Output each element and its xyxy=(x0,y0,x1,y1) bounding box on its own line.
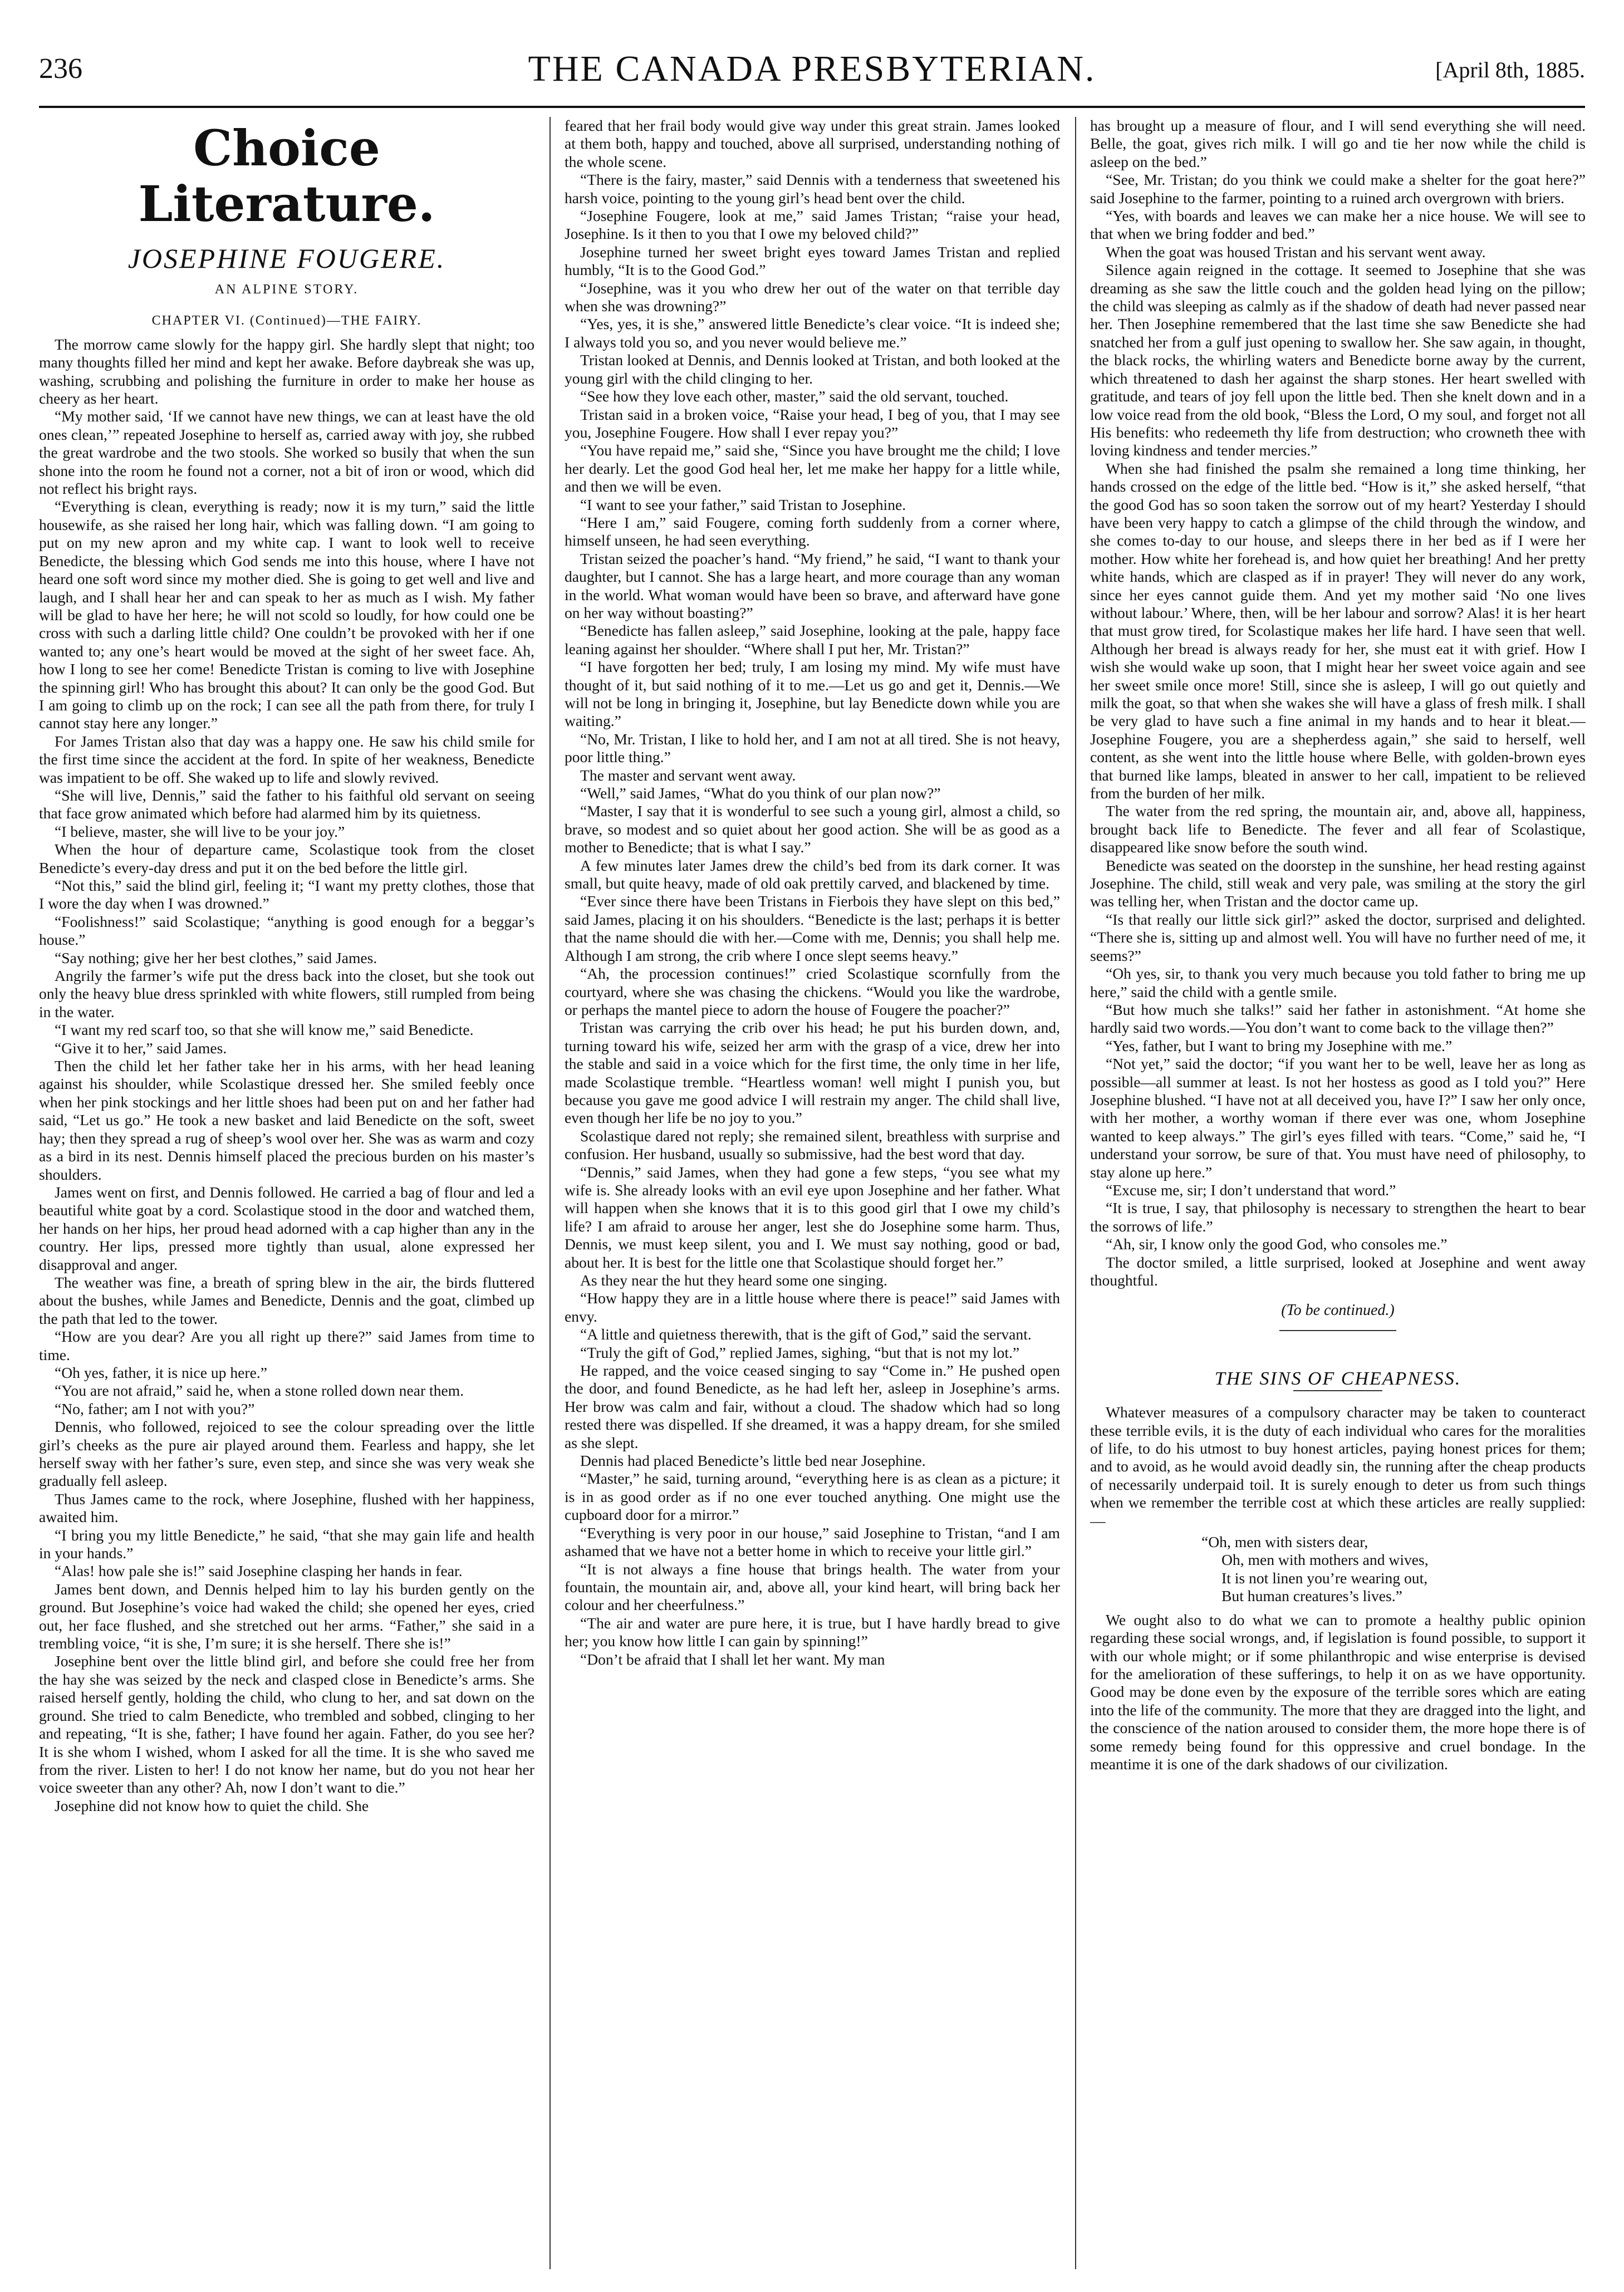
page-header xyxy=(39,48,1585,109)
paragraph: “Ah, the procession continues!” cried Scolastique scornfully from the courtyard, where she was chasing the chickens. “Would you like the wardrobe, or perhaps the mantel piece to adorn the house of Fougere the poacher?” xyxy=(565,965,1060,1018)
paragraph: “You have repaid me,” said she, “Since you have brought me the child; I love her dearly. Let the good God heal her, let me make her happy for a little while, and then we will be even. xyxy=(565,441,1060,495)
paragraph: “Give it to her,” said James. xyxy=(55,1039,227,1057)
paragraph: “How are you dear? Are you all right up there?” said James from time to time. xyxy=(39,1328,534,1363)
paragraph: “No, Mr. Tristan, I like to hold her, and I am not at all tired. She is not heavy, poor little thing.” xyxy=(565,730,1060,766)
paragraph: “Is that really our little sick girl?” asked the doctor, surprised and delighted. “There she is, sitting up and almost well. You will have no further need of me, it seems?” xyxy=(1090,910,1586,964)
paragraph: When the hour of departure came, Scolastique took from the closet Benedicte’s every-day dress and put it on the bed before the little girl. xyxy=(39,841,534,876)
paragraph: “You are not afraid,” said he, when a stone rolled down near them. xyxy=(55,1382,464,1400)
column-divider xyxy=(1075,117,1076,2269)
column-1-text xyxy=(39,336,534,1815)
paragraph: “No, father; am I not with you?” xyxy=(55,1400,255,1417)
paragraph: “Everything is clean, everything is ready; now it is my turn,” said the little housewife, as she raised her long hair, which was falling down. “I am going to put on my new apron and my white cap. I want to look well to receive Benedicte, the blessing which God sends me into this house, where I have not heard one soft word since my mother died. She is going to get well and live and laugh, and I shall hear her and can speak to her as much as I wish. My father will be glad to have her here; he will not scold so loudly, for how could one be cross with such a darling little child? One couldn’t be provoked with her if one wanted to; any one’s heart would be moved at the sight of her sweet face. Ah, how I long to see her come! Benedicte Tristan is coming to live with Josephine the spinning girl! Who has brought this about? It can only be the good God. But I am going to climb up on the rock; I can see all the path from there, for truly I cannot stay here any longer.” xyxy=(39,498,534,732)
paragraph: For James Tristan also that day was a happy one. He saw his child smile for the first time since the accident at the ford. In spite of her weakness, Benedicte was impatient to be off. She waked up to life and slowly revived. xyxy=(39,732,534,786)
poem-line: It is not linen you’re wearing out, xyxy=(1221,1569,1428,1587)
section-heading: Choice Literature. xyxy=(138,119,435,233)
column-2 xyxy=(565,117,1060,2269)
paragraph: “Foolishness!” said Scolastique; “anything is good enough for a beggar’s house.” xyxy=(39,912,534,949)
issue-date: [April 8th, 1885. xyxy=(1435,57,1585,82)
paragraph: Tristan seized the poacher’s hand. “My friend,” he said, “I want to thank your daughter, but I cannot. She has a large heart, and more courage than any woman in the world. What woman would have been so brave, and afterward have gone on her way without boasting?” xyxy=(565,549,1060,621)
paragraph: “I believe, master, she will live to be your joy.” xyxy=(55,822,345,840)
paragraph: Then the child let her father take her in his arms, with her head leaning against his shoulder, while Scolastique dressed her. She smiled feebly once when her pink stockings and her little shoes had been put on and her father had said, “Let us go.” He took a new basket and laid Benedicte on the soft, sweet hay; then they spread a rug of sheep’s wool over her. She was as warm and cozy as a bird in its nest. Dennis himself placed the precious burden on his master’s shoulders. xyxy=(39,1057,534,1183)
paragraph: When she had finished the psalm she remained a long time thinking, her hands crossed on the edge of the little bed. “How is it,” she asked herself, “that the good God has so soon taken the sorrow out of my heart? Yesterday I should have been very happy to catch a glimpse of the child through the window, and she comes to-day to our house, and sleeps there in her bed as if I were her mother. How white her forehead is, and how quiet her breathing! And her pretty white hands, which are clasped as if in prayer! They will never do any work, since her eyes cannot guide them. And yet my mother said ‘No one lives without labour.’ Where, then, will be her labour and sorrow? Alas! it is her heart that must grow tired, for Scolastique makes her life hard. I have seen that well. Although her bread is always ready for her, she must eat it with grief. How I wish she would wake up soon, that I might hear her sweet voice again and see her sweet smile once more! Still, since she is asleep, I will go out quietly and milk the goat, so that when she wakes she will have a glass of fresh milk. I shall be very glad to have such a fine animal in my hands and to hear it bleat.—Josephine Fougere, you are a shepherdess again,” she said to herself, well content, as she went into the little house where Belle, with golden-brown eyes that burned like lamps, bleated in answer to her call, impatient to be relieved from the burden of her milk. xyxy=(1090,459,1586,802)
paragraph: “Ever since there have been Tristans in Fierbois they have slept on this bed,” said James, placing it on his shoulders. “Benedicte is the last; perhaps it is better that the name should die with her.—Come with me, Dennis; you shall help me. Although I am strong, the crib where I once slept seems heavy.” xyxy=(565,892,1060,964)
article-paragraph: We ought also to do what we can to promote a healthy public opinion regarding these social wrongs, and, if legislation is found possible, to support it with our whole might; or if some philanthropic and wise enterprise is devised for the amelioration of these sufferings, to help it on as we have opportunity. Good may be done even by the exposure of the terrible sores which are eating into the life of the community. The more that they are dragged into the light, and the conscience of the nation aroused to consider them, the more hope there is of some remedy being found for this oppressive and cruel bondage. In the meantime it is one of the dark shadows of our civilization. xyxy=(1090,1611,1586,1773)
article-paragraph: Whatever measures of a compulsory character may be taken to counteract these terrible evils, it is the duty of each individual who cares for the moralities of life, to do his utmost to buy honest articles, paying honest prices for them; and to avoid, as he would avoid deadly sin, the running after the cheap products of necessarily underpaid toil. It is surely enough to deter us from such things when we remember the terrible cost at which these articles are really supplied:— xyxy=(1090,1403,1586,1529)
page-number: 236 xyxy=(39,53,82,85)
paragraph: “She will live, Dennis,” said the father to his faithful old servant on seeing that face grow animated which before had alarmed him by its quietness. xyxy=(39,786,534,822)
paragraph: Tristan was carrying the crib over his head; he put his burden down, and, turning toward his wife, seized her arm with the grasp of a vice, drew her into the stable and said in a voice which for the first time, the only time in her life, made Scolastique tremble. “Heartless woman! well might I punish you, but because you gave me good advice I will restrain my anger. The child shall live, even though her life be no joy to you.” xyxy=(565,1019,1060,1127)
paragraph: “Ah, sir, I know only the good God, who consoles me.” xyxy=(1106,1235,1448,1253)
paragraph: “Yes, with boards and leaves we can make her a nice house. We will see to that when we bring fodder and bed.” xyxy=(1090,207,1586,243)
paragraph: “See, Mr. Tristan; do you think we could make a shelter for the goat here?” said Josephine to the farmer, pointing to a ruined arch overgrown with briers. xyxy=(1090,171,1586,207)
paragraph: “I have forgotten her bed; truly, I am losing my mind. My wife must have thought of it, but said nothing of it to me.—Let us go and get it, Dennis.—We will not be long in bringing it, Josephine, but lay Benedicte down while you are waiting.” xyxy=(565,658,1060,730)
paragraph: “Well,” said James, “What do you think of our plan now?” xyxy=(580,784,941,802)
paragraph: “Alas! how pale she is!” said Josephine clasping her hands in fear. xyxy=(55,1562,463,1580)
paragraph: “I want my red scarf too, so that she will know me,” said Benedicte. xyxy=(55,1021,474,1039)
paragraph: “See how they love each other, master,” said the old servant, touched. xyxy=(580,387,1009,405)
paragraph: “I bring you my little Benedicte,” he said, “that she may gain life and health in your hands.” xyxy=(39,1526,534,1562)
paragraph: “A little and quietness therewith, that is the gift of God,” said the servant. xyxy=(580,1326,1032,1343)
paragraph: The weather was fine, a breath of spring blew in the air, the birds fluttered about the bushes, while James and Benedicte, Dennis and the goat, climbed up the path that led to the tower. xyxy=(39,1273,534,1327)
paragraph: “Not yet,” said the doctor; “if you want her to be well, leave her as long as possible—all summer at least. Is not her hostess as good as I told you?” Here Josephine blushed. “I have not at all deceived you, have I?” I saw her only once, with her mother, a worthy woman if there ever was one, whom Josephine wanted to keep always.” The girl’s eyes filled with tears. “Come,” said he, “I understand your sorrow, be sure of that. You must have need of philosophy, to stay alone up here.” xyxy=(1090,1055,1586,1181)
paragraph: “I want to see your father,” said Tristan to Josephine. xyxy=(580,495,906,513)
paragraph: “How happy they are in a little house where there is peace!” said James with envy. xyxy=(565,1289,1060,1325)
paragraph: Dennis, who followed, rejoiced to see the colour spreading over the little girl’s cheeks as the pure air played around them. Fearless and happy, she let herself sway with her father’s sure, even step, and since she was very weak she gradually fell asleep. xyxy=(39,1418,534,1490)
paragraph: “Oh yes, sir, to thank you very much because you told father to bring me up here,” said the child with a gentle smile. xyxy=(1090,965,1586,1000)
column-2-text xyxy=(565,117,1060,1668)
paragraph: The master and servant went away. xyxy=(580,766,796,784)
paragraph: “It is true, I say, that philosophy is necessary to strengthen the heart to bear the sorrows of life.” xyxy=(1090,1199,1586,1235)
poem-line: “Oh, men with sisters dear, xyxy=(1201,1533,1368,1551)
paragraph: The doctor smiled, a little surprised, looked at Josephine and went away thoughtful. xyxy=(1090,1253,1586,1289)
paragraph: Josephine bent over the little blind girl, and before she could free her from the hay she was seized by the neck and clasped close in Benedicte’s arms. She raised herself gently, holding the child, who clung to her, and sat down on the ground. She tried to calm Benedicte, who trembled and sobbed, clinging to her and repeating, “It is she, father; I have found her again. Father, do you see her? It is she whom I wished, whom I asked for all the time. It is she who saved me from the river. Listen to her! I do not know her name, but do you not hear her voice sweeter than any other? Ah, now I don’t want to die.” xyxy=(39,1652,534,1797)
article-title: THE SINS OF CHEAPNESS. xyxy=(1214,1368,1461,1389)
column-1 xyxy=(39,117,534,2269)
paragraph: “Josephine, was it you who drew her out of the water on that terrible day when she was drowning?” xyxy=(565,279,1060,315)
paragraph: Josephine did not know how to quiet the child. She xyxy=(55,1797,369,1814)
story-subtitle: AN ALPINE STORY. xyxy=(214,282,359,297)
paragraph: A few minutes later James drew the child’s bed from its dark corner. It was small, but quite heavy, made of old oak prettily carved, and blackened by time. xyxy=(565,856,1060,892)
paragraph: “The air and water are pure here, it is true, but I have hardly bread to give her; you know how little I can gain by spinning!” xyxy=(565,1614,1060,1650)
column-3 xyxy=(1090,117,1586,2269)
paragraph: “Yes, father, but I want to bring my Josephine with me.” xyxy=(1106,1037,1453,1054)
paragraph: has brought up a measure of flour, and I will send everything she will need. Belle, the goat, gives rich milk. I will go and tie her now while the child is asleep on the bed.” xyxy=(1090,117,1586,170)
paragraph: “Say nothing; give her her best clothes,” said James. xyxy=(55,949,377,966)
paragraph: Silence again reigned in the cottage. It seemed to Josephine that she was dreaming as she saw the little couch and the golden head lying on the pillow; the child was sleeping as calmly as if the shadow of death had never passed near her. Then Josephine remembered that the last time she saw Benedicte she had snatched her from a gulf just opening to swallow her. She saw again, in thought, the black rocks, the whirling waters and Benedicte borne away by the current, which threatened to dash her against the sharp stones. Her heart swelled with gratitude, and tears of joy fell upon the little bed. Then she knelt down and in a low voice read from the old book, “Bless the Lord, O my soul, and forget not all His benefits: who redeemeth thy life from destruction; who crowneth thee with loving kindness and tender mercies.” xyxy=(1090,261,1586,459)
paragraph: When the goat was housed Tristan and his servant went away. xyxy=(1106,243,1486,261)
paragraph: “Master, I say that it is wonderful to see such a young girl, almost a child, so brave, so modest and so quiet about her good action. She will be as good as a mother to Benedicte; that is what I say.” xyxy=(565,802,1060,856)
paragraph: “Master,” he said, turning around, “everything here is as clean as a picture; it is in as good order as if no one ever touched anything. One might use the cupboard door for a mirror.” xyxy=(565,1470,1060,1524)
paragraph: “Everything is very poor in our house,” said Josephine to Tristan, “and I am ashamed that we have not a better home in which to receive your little girl.” xyxy=(565,1524,1060,1560)
paragraph: The morrow came slowly for the happy girl. She hardly slept that night; too many thoughts filled her mind and kept her awake. Before daybreak she was up, washing, scrubbing and polishing the furniture in order to make her house as cheery as her heart. xyxy=(39,335,534,408)
columns xyxy=(39,117,1585,2269)
poem-line: But human creatures’s lives.” xyxy=(1221,1587,1402,1605)
paragraph: “Yes, yes, it is she,” answered little Benedicte’s clear voice. “It is indeed she; I always told you so, and you never would believe me.” xyxy=(565,315,1060,351)
paragraph: Tristan said in a broken voice, “Raise your head, I beg of you, that I may see you, Josephine Fougere. How shall I ever repay you?” xyxy=(565,405,1060,441)
poem xyxy=(1201,1533,1586,1606)
paragraph: “There is the fairy, master,” said Dennis with a tenderness that sweetened his harsh voice, pointing to the young girl’s head bent over the child. xyxy=(565,171,1060,207)
poem-line: Oh, men with mothers and wives, xyxy=(1221,1551,1429,1569)
paragraph: Josephine turned her sweet bright eyes toward James Tristan and replied humbly, “It is to the Good God.” xyxy=(565,243,1060,279)
paragraph: He rapped, and the voice ceased singing to say “Come in.” He pushed open the door, and found Benedicte, as he had left her, asleep in Josephine’s arms. Her brow was calm and fair, without a cloud. The shadow which had so long rested there was dispelled. If she dreamed, it was a happy dream, for she smiled as she slept. xyxy=(565,1362,1060,1451)
paragraph: The water from the red spring, the mountain air, and, above all, happiness, brought back life to Benedicte. The fever and all fear of Scolastique, disappeared like snow before the south wind. xyxy=(1090,802,1586,856)
column-3-text xyxy=(1090,117,1586,1289)
paragraph: Thus James came to the rock, where Josephine, flushed with her happiness, awaited him. xyxy=(39,1490,534,1526)
paragraph: “My mother said, ‘If we cannot have new things, we can at least have the old ones clean,’” repeated Josephine to herself as, carried away with joy, she rubbed the great wardrobe and the two stools. She worked so busily that when the sun shone into the room he found not a corner, not a bit of iron or wood, which did not reflect his bright rays. xyxy=(39,408,534,498)
paragraph: As they near the hut they heard some one singing. xyxy=(580,1272,887,1289)
paragraph: “Here I am,” said Fougere, coming forth suddenly from a corner where, himself unseen, he had seen everything. xyxy=(565,513,1060,549)
newspaper-title: THE CANADA PRESBYTERIAN. xyxy=(528,48,1096,89)
paragraph: Benedicte was seated on the doorstep in the sunshine, her head resting against Josephine. The child, still weak and very pale, was smiling at the story the girl was telling her, when Tristan and the doctor came up. xyxy=(1090,856,1586,910)
to-be-continued: (To be continued.) xyxy=(1281,1302,1395,1319)
chapter-heading: CHAPTER VI. (Continued)—THE FAIRY. xyxy=(151,313,422,328)
paragraph: Tristan looked at Dennis, and Dennis looked at Tristan, and both looked at the young girl with the child clinging to her. xyxy=(565,351,1060,387)
header-rule xyxy=(39,106,1585,108)
paragraph: “Not this,” said the blind girl, feeling it; “I want my pretty clothes, those that I wore the day when I was drowned.” xyxy=(39,877,534,912)
column-divider xyxy=(549,117,551,2269)
paragraph: “Excuse me, sir; I don’t understand that word.” xyxy=(1106,1181,1396,1199)
paragraph: “Don’t be afraid that I shall let her want. My man xyxy=(580,1650,885,1668)
story-title: JOSEPHINE FOUGERE. xyxy=(127,243,446,274)
paragraph: Angrily the farmer’s wife put the dress back into the closet, but she took out only the heavy blue dress sprinkled with white flowers, still rumpled from being in the water. xyxy=(39,967,534,1020)
short-divider xyxy=(1293,1390,1382,1391)
paragraph: “Benedicte has fallen asleep,” said Josephine, looking at the pale, happy face leaning against her shoulder. “Where shall I put her, Mr. Tristan?” xyxy=(565,622,1060,657)
paragraph: “Josephine Fougere, look at me,” said James Tristan; “raise your head, Josephine. Is it then to you that I owe my beloved child?” xyxy=(565,207,1060,243)
short-divider xyxy=(1279,1330,1396,1331)
paragraph: “Truly the gift of God,” replied James, sighing, “but that is not my lot.” xyxy=(580,1343,1020,1361)
paragraph: “It is not always a fine house that brings health. The water from your fountain, the mountain air, and, above all, your kind heart, will bring back her colour and her cheerfulness.” xyxy=(565,1560,1060,1614)
paragraph: “Oh yes, father, it is nice up here.” xyxy=(55,1363,267,1381)
paragraph: “Dennis,” said James, when they had gone a few steps, “you see what my wife is. She already looks with an evil eye upon Josephine and her father. What will happen when she knows that it is to this good girl that I owe my child’s life? I am afraid to arouse her anger, lest she do Josephine some harm. Thus, Dennis, we must keep silent, you and I. We must say nothing, good or bad, about her. It is best for the little one that Scolastique should forget her.” xyxy=(565,1163,1060,1271)
paragraph: James went on first, and Dennis followed. He carried a bag of flour and led a beautiful white goat by a cord. Scolastique stood in the door and watched them, her hands on her hips, her proud head adorned with a cap higher than any in the country. Her lips, pressed more tightly than usual, alone expressed her disapproval and anger. xyxy=(39,1183,534,1273)
paragraph: Dennis had placed Benedicte’s little bed near Josephine. xyxy=(580,1452,926,1470)
paragraph: “But how much she talks!” said her father in astonishment. “At home she hardly said two words.—You don’t want to come back to the village then?” xyxy=(1090,1000,1586,1037)
paragraph: James bent down, and Dennis helped him to lay his burden gently on the ground. But Josephine’s voice had waked the child; she opened her eyes, cried out, her face flushed, and she stretched out her arms. “Father,” she said in a trembling voice, “it is she, I’m sure; it is she herself. There she is!” xyxy=(39,1580,534,1652)
newspaper-page xyxy=(39,48,1585,2269)
paragraph: feared that her frail body would give way under this great strain. James looked at them both, happy and touched, above all surprised, understanding nothing of the whole scene. xyxy=(565,117,1060,170)
paragraph: Scolastique dared not reply; she remained silent, breathless with surprise and confusion. Her husband, usually so submissive, had the best word that day. xyxy=(565,1127,1060,1163)
